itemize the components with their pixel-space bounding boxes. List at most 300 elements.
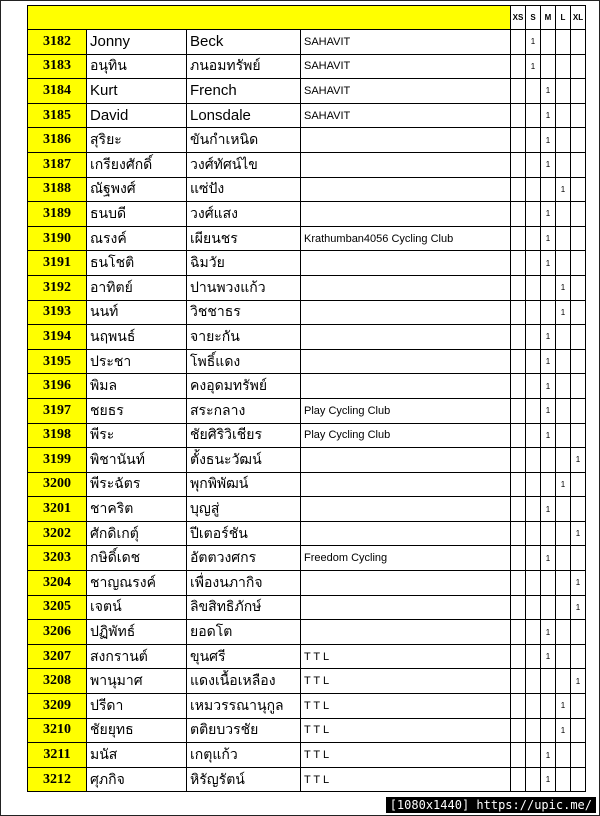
size-cell-xs xyxy=(511,669,526,694)
registration-table xyxy=(27,5,586,792)
size-cell-l xyxy=(556,398,571,423)
table-row xyxy=(28,79,586,104)
size-cell-l xyxy=(556,595,571,620)
bib-number: 3201 xyxy=(28,497,87,522)
table-row xyxy=(28,694,586,719)
first-name: ณรงค์ xyxy=(87,226,187,251)
bib-number: 3190 xyxy=(28,226,87,251)
size-cell-xl xyxy=(571,620,586,645)
table-row xyxy=(28,472,586,497)
size-cell-m xyxy=(541,275,556,300)
table-row xyxy=(28,546,586,571)
size-cell-l xyxy=(556,251,571,276)
table-row xyxy=(28,30,586,55)
last-name: วงศ์แสง xyxy=(187,202,301,227)
last-name: ตติยบวรชัย xyxy=(187,718,301,743)
bib-number: 3203 xyxy=(28,546,87,571)
size-cell-xl xyxy=(571,177,586,202)
size-cell-xl xyxy=(571,128,586,153)
size-cell-m: 1 xyxy=(541,349,556,374)
size-cell-s xyxy=(526,497,541,522)
last-name: French xyxy=(187,79,301,104)
size-cell-m xyxy=(541,300,556,325)
last-name: เผียนชร xyxy=(187,226,301,251)
bib-number: 3193 xyxy=(28,300,87,325)
club-name xyxy=(301,251,511,276)
size-cell-s xyxy=(526,275,541,300)
last-name: คงอุดมทรัพย์ xyxy=(187,374,301,399)
club-name xyxy=(301,152,511,177)
bib-number: 3183 xyxy=(28,54,87,79)
size-cell-s xyxy=(526,226,541,251)
size-cell-m: 1 xyxy=(541,79,556,104)
size-cell-l xyxy=(556,448,571,473)
size-cell-l xyxy=(556,128,571,153)
table-row xyxy=(28,54,586,79)
size-cell-s xyxy=(526,177,541,202)
bib-number: 3185 xyxy=(28,103,87,128)
size-cell-s xyxy=(526,644,541,669)
bib-number: 3205 xyxy=(28,595,87,620)
size-header-l: L xyxy=(556,6,571,30)
last-name: จายะกัน xyxy=(187,325,301,350)
table-row xyxy=(28,497,586,522)
table-row xyxy=(28,325,586,350)
last-name: ฉิมวัย xyxy=(187,251,301,276)
size-cell-m xyxy=(541,571,556,596)
last-name: ภนอมทรัพย์ xyxy=(187,54,301,79)
bib-number: 3211 xyxy=(28,743,87,768)
size-cell-xs xyxy=(511,251,526,276)
size-cell-xl xyxy=(571,54,586,79)
size-cell-xs xyxy=(511,374,526,399)
size-cell-xs xyxy=(511,620,526,645)
size-cell-xl xyxy=(571,694,586,719)
first-name: ธนบดี xyxy=(87,202,187,227)
size-cell-xs xyxy=(511,448,526,473)
bib-number: 3207 xyxy=(28,644,87,669)
size-cell-xl xyxy=(571,423,586,448)
table-row xyxy=(28,128,586,153)
club-name: T T L xyxy=(301,669,511,694)
table-row xyxy=(28,202,586,227)
size-cell-m: 1 xyxy=(541,202,556,227)
size-cell-s: 1 xyxy=(526,54,541,79)
size-cell-xl xyxy=(571,374,586,399)
size-cell-xs xyxy=(511,497,526,522)
size-cell-xl xyxy=(571,251,586,276)
size-cell-l: 1 xyxy=(556,300,571,325)
first-name: พิชานันท์ xyxy=(87,448,187,473)
club-name xyxy=(301,448,511,473)
size-cell-xs xyxy=(511,275,526,300)
table-row xyxy=(28,743,586,768)
last-name: หิรัญรัตน์ xyxy=(187,767,301,792)
table-row xyxy=(28,300,586,325)
size-cell-l xyxy=(556,202,571,227)
size-cell-l xyxy=(556,103,571,128)
last-name: ชัยศิริวิเชียร xyxy=(187,423,301,448)
size-cell-m: 1 xyxy=(541,398,556,423)
size-cell-s xyxy=(526,300,541,325)
size-cell-xs xyxy=(511,226,526,251)
table-row xyxy=(28,644,586,669)
size-cell-s xyxy=(526,325,541,350)
size-cell-s xyxy=(526,79,541,104)
table-row xyxy=(28,152,586,177)
size-cell-l: 1 xyxy=(556,275,571,300)
size-cell-m: 1 xyxy=(541,767,556,792)
club-name: Freedom Cycling xyxy=(301,546,511,571)
bib-number: 3208 xyxy=(28,669,87,694)
table-row xyxy=(28,595,586,620)
size-cell-xl xyxy=(571,398,586,423)
size-cell-xs xyxy=(511,79,526,104)
size-cell-s xyxy=(526,694,541,719)
first-name: พีระ xyxy=(87,423,187,448)
size-cell-l xyxy=(556,767,571,792)
last-name: วิชชาธร xyxy=(187,300,301,325)
size-cell-l: 1 xyxy=(556,694,571,719)
first-name: ธนโชติ xyxy=(87,251,187,276)
club-name: Play Cycling Club xyxy=(301,423,511,448)
size-cell-xl xyxy=(571,743,586,768)
size-cell-xl xyxy=(571,202,586,227)
size-cell-xl: 1 xyxy=(571,448,586,473)
size-header-xs: XS xyxy=(511,6,526,30)
size-cell-xl xyxy=(571,718,586,743)
last-name: ตั้งธนะวัฒน์ xyxy=(187,448,301,473)
size-cell-m xyxy=(541,472,556,497)
size-cell-xl: 1 xyxy=(571,595,586,620)
size-cell-xs xyxy=(511,300,526,325)
last-name: Beck xyxy=(187,30,301,55)
table-row xyxy=(28,349,586,374)
size-cell-l xyxy=(556,644,571,669)
size-cell-l xyxy=(556,571,571,596)
club-name xyxy=(301,472,511,497)
table-row xyxy=(28,177,586,202)
last-name: เหมวรรณานุกูล xyxy=(187,694,301,719)
last-name: แดงเนื้อเหลือง xyxy=(187,669,301,694)
size-header-xl: XL xyxy=(571,6,586,30)
size-cell-l xyxy=(556,79,571,104)
bib-number: 3202 xyxy=(28,521,87,546)
first-name: David xyxy=(87,103,187,128)
first-name: ปฏิพัทธ์ xyxy=(87,620,187,645)
bib-number: 3195 xyxy=(28,349,87,374)
table-row xyxy=(28,423,586,448)
club-name: SAHAVIT xyxy=(301,79,511,104)
size-cell-s xyxy=(526,472,541,497)
last-name: โพธิ์แดง xyxy=(187,349,301,374)
size-cell-xs xyxy=(511,423,526,448)
bib-number: 3206 xyxy=(28,620,87,645)
table-row xyxy=(28,251,586,276)
last-name: เพื่องนภากิจ xyxy=(187,571,301,596)
size-cell-xs xyxy=(511,472,526,497)
size-cell-m: 1 xyxy=(541,251,556,276)
bib-number: 3186 xyxy=(28,128,87,153)
bib-number: 3192 xyxy=(28,275,87,300)
club-name: Krathumban4056 Cycling Club xyxy=(301,226,511,251)
size-cell-l xyxy=(556,325,571,350)
first-name: ปรีดา xyxy=(87,694,187,719)
bib-number: 3194 xyxy=(28,325,87,350)
last-name: วงศ์ทัศน์ไข xyxy=(187,152,301,177)
club-name xyxy=(301,374,511,399)
last-name: ขันกำเหนิด xyxy=(187,128,301,153)
size-cell-s xyxy=(526,374,541,399)
size-cell-s xyxy=(526,669,541,694)
size-cell-s: 1 xyxy=(526,30,541,55)
size-cell-xl xyxy=(571,497,586,522)
first-name: ชาคริต xyxy=(87,497,187,522)
size-cell-xs xyxy=(511,546,526,571)
club-name xyxy=(301,595,511,620)
bib-number: 3200 xyxy=(28,472,87,497)
last-name: ยอดโต xyxy=(187,620,301,645)
club-name xyxy=(301,177,511,202)
last-name: ปีเตอร์ชัน xyxy=(187,521,301,546)
first-name: เกรียงศักดิ์ xyxy=(87,152,187,177)
watermark: [1080x1440] https://upic.me/ xyxy=(386,797,596,813)
size-cell-m xyxy=(541,177,556,202)
table-row xyxy=(28,374,586,399)
size-header-s: S xyxy=(526,6,541,30)
size-cell-s xyxy=(526,521,541,546)
first-name: ชยธร xyxy=(87,398,187,423)
club-name xyxy=(301,571,511,596)
club-name xyxy=(301,521,511,546)
size-cell-s xyxy=(526,546,541,571)
first-name: เจตน์ xyxy=(87,595,187,620)
table-row xyxy=(28,448,586,473)
size-cell-l xyxy=(556,152,571,177)
club-name: T T L xyxy=(301,694,511,719)
size-cell-xl: 1 xyxy=(571,669,586,694)
size-cell-xl: 1 xyxy=(571,571,586,596)
size-cell-m xyxy=(541,669,556,694)
first-name: ชาญณรงค์ xyxy=(87,571,187,596)
club-name xyxy=(301,275,511,300)
club-name: T T L xyxy=(301,718,511,743)
size-cell-m: 1 xyxy=(541,128,556,153)
table-row xyxy=(28,767,586,792)
size-cell-xl xyxy=(571,767,586,792)
size-cell-xs xyxy=(511,398,526,423)
header-row xyxy=(28,6,586,30)
bib-number: 3204 xyxy=(28,571,87,596)
size-cell-m: 1 xyxy=(541,497,556,522)
bib-number: 3210 xyxy=(28,718,87,743)
size-cell-m: 1 xyxy=(541,546,556,571)
size-cell-l xyxy=(556,521,571,546)
size-cell-m: 1 xyxy=(541,226,556,251)
size-cell-xl xyxy=(571,546,586,571)
first-name: พีระฉัตร xyxy=(87,472,187,497)
size-cell-xs xyxy=(511,177,526,202)
size-cell-m: 1 xyxy=(541,374,556,399)
first-name: พิมล xyxy=(87,374,187,399)
size-cell-l xyxy=(556,349,571,374)
size-cell-xs xyxy=(511,202,526,227)
size-cell-xs xyxy=(511,595,526,620)
size-cell-xl xyxy=(571,300,586,325)
first-name: นนท์ xyxy=(87,300,187,325)
bib-number: 3197 xyxy=(28,398,87,423)
first-name: Kurt xyxy=(87,79,187,104)
size-cell-xs xyxy=(511,103,526,128)
last-name: เกตุแก้ว xyxy=(187,743,301,768)
bib-number: 3188 xyxy=(28,177,87,202)
table-row xyxy=(28,226,586,251)
club-name: T T L xyxy=(301,644,511,669)
bib-number: 3212 xyxy=(28,767,87,792)
size-cell-xl xyxy=(571,275,586,300)
bib-number: 3198 xyxy=(28,423,87,448)
size-cell-xs xyxy=(511,152,526,177)
first-name: ศักดิเกตุ์ xyxy=(87,521,187,546)
last-name: แซ่ปัง xyxy=(187,177,301,202)
first-name: ณัฐพงศ์ xyxy=(87,177,187,202)
size-cell-s xyxy=(526,202,541,227)
size-cell-m xyxy=(541,448,556,473)
bib-number: 3184 xyxy=(28,79,87,104)
size-cell-m: 1 xyxy=(541,103,556,128)
bib-number: 3182 xyxy=(28,30,87,55)
club-name: T T L xyxy=(301,767,511,792)
size-cell-xl xyxy=(571,325,586,350)
size-cell-s xyxy=(526,128,541,153)
size-cell-l xyxy=(556,497,571,522)
size-cell-m: 1 xyxy=(541,325,556,350)
size-cell-m: 1 xyxy=(541,620,556,645)
first-name: อาทิตย์ xyxy=(87,275,187,300)
size-cell-s xyxy=(526,152,541,177)
size-cell-xs xyxy=(511,571,526,596)
size-cell-l: 1 xyxy=(556,177,571,202)
bib-number: 3209 xyxy=(28,694,87,719)
size-cell-s xyxy=(526,251,541,276)
size-cell-s xyxy=(526,103,541,128)
last-name: อัตตวงศกร xyxy=(187,546,301,571)
bib-number: 3199 xyxy=(28,448,87,473)
size-cell-xs xyxy=(511,54,526,79)
last-name: บุญสู่ xyxy=(187,497,301,522)
size-cell-m xyxy=(541,30,556,55)
size-cell-l xyxy=(556,743,571,768)
size-cell-l xyxy=(556,620,571,645)
size-cell-m: 1 xyxy=(541,644,556,669)
size-cell-xl: 1 xyxy=(571,521,586,546)
size-cell-s xyxy=(526,448,541,473)
table-row xyxy=(28,718,586,743)
size-cell-xl xyxy=(571,349,586,374)
last-name: Lonsdale xyxy=(187,103,301,128)
size-cell-xs xyxy=(511,644,526,669)
size-cell-xl xyxy=(571,103,586,128)
size-cell-s xyxy=(526,620,541,645)
size-cell-m: 1 xyxy=(541,743,556,768)
size-header-m: M xyxy=(541,6,556,30)
table-row xyxy=(28,571,586,596)
table-row xyxy=(28,275,586,300)
size-cell-xl xyxy=(571,30,586,55)
size-cell-xl xyxy=(571,226,586,251)
bib-number: 3189 xyxy=(28,202,87,227)
size-cell-l xyxy=(556,546,571,571)
size-cell-xl xyxy=(571,79,586,104)
last-name: สระกลาง xyxy=(187,398,301,423)
size-cell-s xyxy=(526,718,541,743)
club-name xyxy=(301,202,511,227)
first-name: ศุภกิจ xyxy=(87,767,187,792)
size-cell-xs xyxy=(511,718,526,743)
table-row xyxy=(28,521,586,546)
table-row xyxy=(28,620,586,645)
club-name: T T L xyxy=(301,743,511,768)
table-row xyxy=(28,398,586,423)
size-cell-xl xyxy=(571,152,586,177)
size-cell-xs xyxy=(511,325,526,350)
bib-number: 3187 xyxy=(28,152,87,177)
first-name: ประชา xyxy=(87,349,187,374)
table-row xyxy=(28,669,586,694)
size-cell-s xyxy=(526,743,541,768)
size-cell-l: 1 xyxy=(556,472,571,497)
club-name xyxy=(301,497,511,522)
size-cell-s xyxy=(526,571,541,596)
size-cell-xs xyxy=(511,128,526,153)
last-name: พุกพิพัฒน์ xyxy=(187,472,301,497)
size-cell-xs xyxy=(511,694,526,719)
size-cell-l xyxy=(556,669,571,694)
club-name xyxy=(301,325,511,350)
size-cell-m xyxy=(541,595,556,620)
size-cell-s xyxy=(526,349,541,374)
size-cell-m xyxy=(541,694,556,719)
size-cell-s xyxy=(526,398,541,423)
first-name: อนุทิน xyxy=(87,54,187,79)
size-cell-xs xyxy=(511,521,526,546)
first-name: มนัส xyxy=(87,743,187,768)
size-cell-l xyxy=(556,226,571,251)
size-cell-s xyxy=(526,595,541,620)
first-name: สุริยะ xyxy=(87,128,187,153)
last-name: ขุนศรี xyxy=(187,644,301,669)
size-cell-xs xyxy=(511,767,526,792)
club-name xyxy=(301,349,511,374)
size-cell-l xyxy=(556,423,571,448)
size-cell-xs xyxy=(511,30,526,55)
first-name: นฤพนธ์ xyxy=(87,325,187,350)
first-name: สงกรานต์ xyxy=(87,644,187,669)
size-cell-l xyxy=(556,374,571,399)
size-cell-m: 1 xyxy=(541,423,556,448)
club-name: SAHAVIT xyxy=(301,54,511,79)
header-blank xyxy=(28,6,511,30)
size-cell-m: 1 xyxy=(541,152,556,177)
size-cell-m xyxy=(541,718,556,743)
size-cell-m xyxy=(541,54,556,79)
size-cell-xs xyxy=(511,349,526,374)
table-row xyxy=(28,103,586,128)
club-name: Play Cycling Club xyxy=(301,398,511,423)
size-cell-l: 1 xyxy=(556,718,571,743)
club-name xyxy=(301,620,511,645)
size-cell-m xyxy=(541,521,556,546)
